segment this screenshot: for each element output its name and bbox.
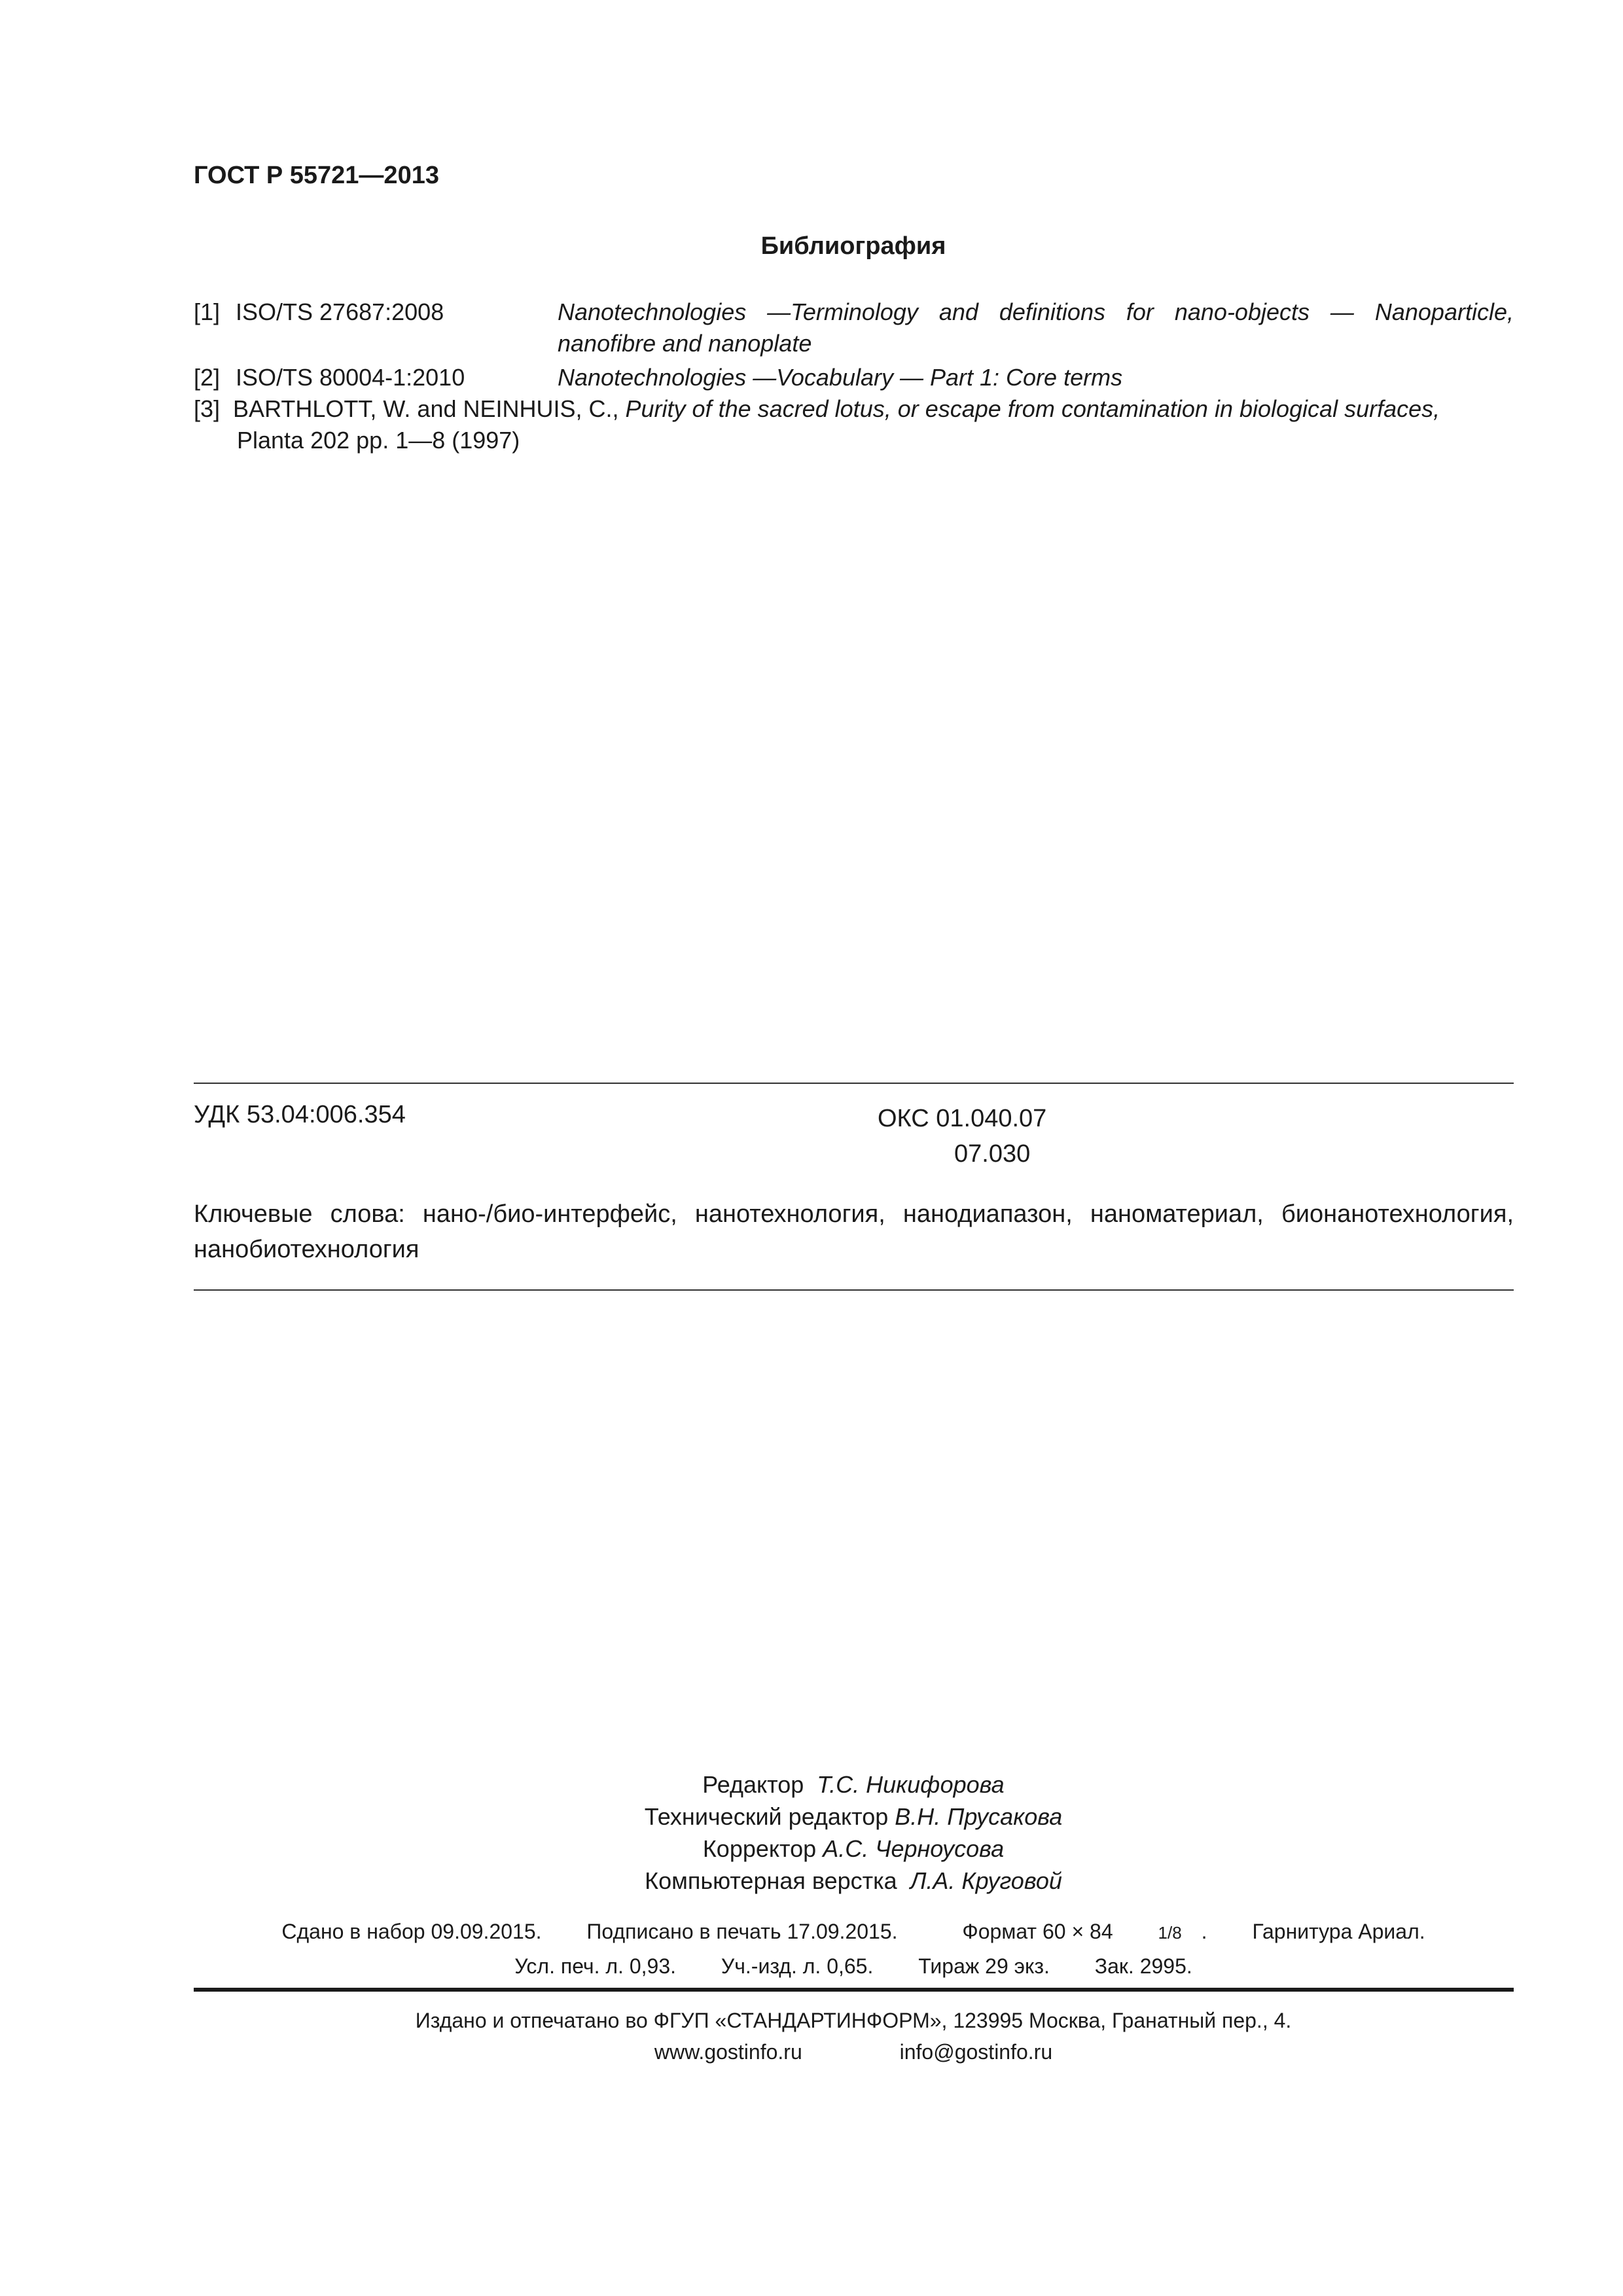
credit-tech-editor <box>0 1801 1623 1833</box>
credit-name: В.Н. Прусакова <box>895 1803 1063 1830</box>
credit-corrector <box>0 1833 1623 1865</box>
reference-source: Planta 202 pp. 1—8 (1997) <box>237 427 520 454</box>
print-info-line-1 <box>0 1920 1623 1944</box>
reference-3 <box>194 393 1514 456</box>
reference-code: ISO/TS 27687:2008 <box>236 298 444 325</box>
reference-number: [2] <box>194 364 221 391</box>
print-signed-date: Подписано в печать 17.09.2015. <box>586 1920 898 1943</box>
print-sent-date: Сдано в набор 09.09.2015. <box>281 1920 542 1943</box>
publisher-line: Издано и отпечатано во ФГУП «СТАНДАРТИНФОРМ», 123995 Москва, Гранатный пер., 4. <box>415 2009 1292 2032</box>
publisher-website[interactable]: www.gostinfo.ru <box>654 2040 802 2064</box>
divider-thick <box>194 1988 1514 1992</box>
credit-role: Компьютерная верстка <box>645 1867 897 1894</box>
document-id: ГОСТ Р 55721—2013 <box>194 162 439 189</box>
bibliography-title: Библиография <box>760 232 946 260</box>
print-format-text: Формат 60 × 84 <box>962 1920 1113 1943</box>
publisher-email[interactable]: info@gostinfo.ru <box>899 2040 1053 2064</box>
divider <box>194 1289 1514 1291</box>
publisher-block <box>0 2005 1623 2068</box>
credit-layout <box>0 1865 1623 1897</box>
credit-editor <box>0 1768 1623 1801</box>
reference-number: [1] <box>194 298 221 325</box>
credit-name: Л.А. Круговой <box>910 1867 1062 1894</box>
reference-title: Nanotechnologies —Terminology and definitions for nano-objects — Nanoparticle, nanofibre and nanoplate <box>558 298 1514 357</box>
keywords: Ключевые слова: нано-/био-интерфейс, нанотехнология, нанодиапазон, наноматериал, бионанотехнология, нанобиотехнология <box>194 1200 1514 1263</box>
print-usl: Усл. печ. л. 0,93. <box>514 1954 676 1978</box>
publisher-contacts <box>0 2036 1623 2068</box>
print-format-fraction: 1/8 <box>1158 1923 1182 1943</box>
divider <box>194 1083 1514 1084</box>
print-tirazh: Тираж 29 экз. <box>918 1954 1050 1978</box>
credit-role: Технический редактор <box>644 1803 889 1830</box>
credit-name: А.С. Черноусова <box>823 1835 1005 1862</box>
reference-title: Nanotechnologies —Vocabulary — Part 1: Core terms <box>558 364 1123 391</box>
oks-code <box>878 1101 1046 1172</box>
udk-code: УДК 53.04:006.354 <box>194 1101 406 1128</box>
print-zak: Зак. 2995. <box>1094 1954 1192 1978</box>
print-format: Формат 60 × 84 1/8 . <box>962 1920 1207 1943</box>
credit-role: Корректор <box>702 1835 817 1862</box>
reference-title: Purity of the sacred lotus, or escape from contamination in biological surfaces, <box>625 395 1440 422</box>
print-info-line-2 <box>0 1954 1623 1979</box>
reference-code: ISO/TS 80004-1:2010 <box>236 364 465 391</box>
credit-role: Редактор <box>702 1771 804 1798</box>
reference-2 <box>194 362 1514 395</box>
reference-number: [3] <box>194 395 221 422</box>
print-uch: Уч.-изд. л. 0,65. <box>721 1954 874 1978</box>
oks-line-1: ОКС 01.040.07 <box>878 1105 1047 1132</box>
oks-line-2: 07.030 <box>954 1140 1031 1168</box>
reference-authors: BARTHLOTT, W. and NEINHUIS, C., <box>233 395 626 422</box>
credit-name: Т.С. Никифорова <box>817 1771 1005 1798</box>
credits-block <box>0 1768 1623 1897</box>
reference-1 <box>194 296 1514 362</box>
print-font: Гарнитура Ариал. <box>1252 1920 1425 1943</box>
